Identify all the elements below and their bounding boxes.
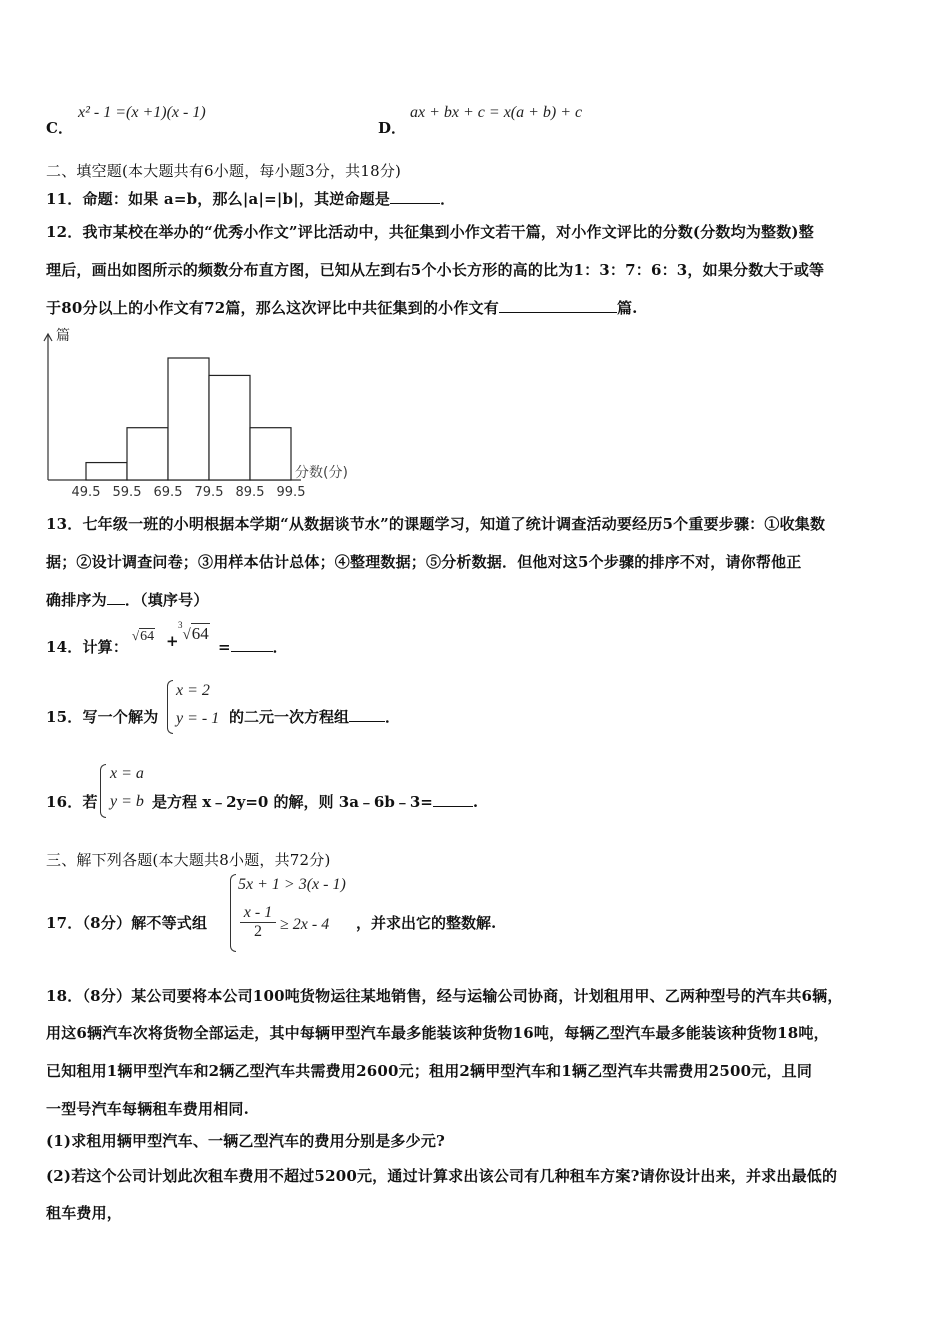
question-13-line-3-text: 确排序为 [46, 591, 107, 609]
left-brace [100, 764, 106, 818]
question-13-line-1: 13．七年级一班的小明根据本学期“从数据谈节水”的课题学习，知道了统计调查活动要经历5个重要步骤：①收集数 [46, 515, 826, 533]
question-18-part-2-line-1: (2)若这个公司计划此次租车费用不超过5200元，通过计算求出该公司有几种租车方案?请你设计出来，并求出最低的 [46, 1167, 838, 1185]
sqrt-expression: √64 [132, 628, 155, 644]
question-18-part-1: (1)求租用辆甲型汽车、一辆乙型汽车的费用分别是多少元? [46, 1132, 446, 1150]
x-tick-label: 69.5 [153, 485, 183, 497]
histogram-bar [209, 375, 250, 480]
inequality-2-rest: ≥ 2x - 4 [280, 916, 330, 933]
question-14-answer [218, 636, 288, 657]
equals-sign: = [218, 638, 231, 656]
question-15-suffix [229, 706, 400, 727]
section-2-heading: 二、填空题(本大题共有6小题，每小题3分，共18分) [46, 162, 402, 180]
inequality-1: 5x + 1 > 3(x - 1) [238, 876, 346, 893]
question-18-part-2-line-2: 租车费用， [46, 1204, 123, 1222]
fraction-denominator: 2 [254, 923, 262, 940]
question-17-suffix: ，并求出它的整数解. [356, 914, 497, 932]
radicand-1: 64 [140, 629, 155, 644]
question-18-line-2: 用这6辆汽车次将货物全部运走，其中每辆甲型汽车最多能装该种货物16吨，每辆乙型汽车最多能装该种货物18吨， [46, 1024, 829, 1042]
x-tick-label: 49.5 [71, 485, 101, 497]
question-18-line-1: 18．（8分）某公司要将本公司100吨货物运往某地销售，经与运输公司协商，计划租用甲、乙两种型号的汽车共6辆， [46, 987, 843, 1005]
left-brace [167, 680, 173, 734]
histogram-bar [127, 428, 168, 480]
y-axis-label: 篇 [56, 328, 70, 344]
x-tick-label: 79.5 [194, 485, 224, 497]
question-11-text: 11．命题：如果 a=b，那么|a|=|b|，其逆命题是 [46, 190, 391, 208]
fraction-numerator: x - 1 [240, 904, 276, 923]
section-3-heading: 三、解下列各题(本大题共8小题，共72分) [46, 851, 331, 869]
option-d-expression: ax + bx + c = x(a + b) + c [410, 104, 583, 121]
plus-sign: + [166, 632, 179, 650]
question-15-tail: ． [385, 708, 401, 726]
equation-y: y = - 1 [176, 710, 220, 727]
frequency-histogram [38, 322, 368, 497]
radicand-2: 64 [191, 624, 209, 643]
histogram-bar [168, 358, 209, 480]
question-12-line-3 [46, 297, 638, 318]
question-11 [46, 188, 455, 209]
equation-x: x = 2 [176, 682, 210, 699]
equation-x: x = a [110, 765, 144, 782]
answer-blank [107, 590, 125, 605]
x-tick-label: 99.5 [276, 485, 306, 497]
left-brace [230, 874, 236, 952]
cube-root-expression: $^3$√64 [178, 620, 209, 643]
fraction [240, 904, 276, 941]
question-12-tail: 篇. [616, 299, 638, 317]
question-16-suffix [152, 791, 478, 812]
option-d-label: D． [378, 119, 407, 137]
histogram-bar [250, 428, 291, 480]
question-13-line-3 [46, 589, 209, 610]
question-18-line-3: 已知租用1辆甲型汽车和2辆乙型汽车共需费用2600元；租用2辆甲型汽车和1辆乙型汽车共需费用2500元，且同 [46, 1062, 813, 1080]
answer-blank [231, 637, 273, 652]
question-16-prefix: 16．若 [46, 793, 98, 811]
root-index: 3 [178, 620, 183, 631]
answer-blank [433, 792, 473, 807]
question-12-line-2: 理后，画出如图所示的频数分布直方图，已知从左到右5个小长方形的高的比为1：3：7：6：3，如果分数大于或等 [46, 261, 825, 279]
x-tick-label: 59.5 [112, 485, 142, 497]
question-11-tail: ． [440, 190, 456, 208]
question-13-tail: ．（填序号） [124, 591, 209, 609]
question-17-prefix: 17．（8分）解不等式组 [46, 914, 208, 932]
question-16-tail: . [472, 793, 479, 811]
answer-blank [390, 189, 440, 204]
x-axis-label: 分数(分) [295, 465, 348, 481]
question-14-prefix: 14．计算： [46, 638, 129, 656]
question-18-line-4: 一型号汽车每辆租车费用相同. [46, 1100, 250, 1118]
question-12-line-1: 12．我市某校在举办的“优秀小作文”评比活动中，共征集到小作文若干篇，对小作文评比的分数(分数均为整数)整 [46, 223, 814, 241]
x-tick-label: 89.5 [235, 485, 265, 497]
question-15-prefix: 15．写一个解为 [46, 708, 159, 726]
option-c-expression: x² - 1 =(x +1)(x - 1) [78, 104, 206, 121]
histogram-bar [86, 463, 127, 480]
answer-blank [349, 707, 385, 722]
question-14-tail: ． [272, 638, 288, 656]
question-15-suffix-text: 的二元一次方程组 [229, 708, 350, 726]
answer-blank [499, 298, 617, 313]
option-c-label: C． [46, 119, 73, 137]
question-16-suffix-text: 是方程 x﹣2y=0 的解，则 3a﹣6b﹣3= [152, 793, 433, 811]
question-13-line-2: 据；②设计调查问卷；③用样本估计总体；④整理数据；⑤分析数据．但他对这5个步骤的排序不对，请你帮他正 [46, 553, 802, 571]
question-12-line-3-text: 于80分以上的小作文有72篇，那么这次评比中共征集到的小作文有 [46, 299, 499, 317]
equation-y: y = b [110, 793, 144, 810]
